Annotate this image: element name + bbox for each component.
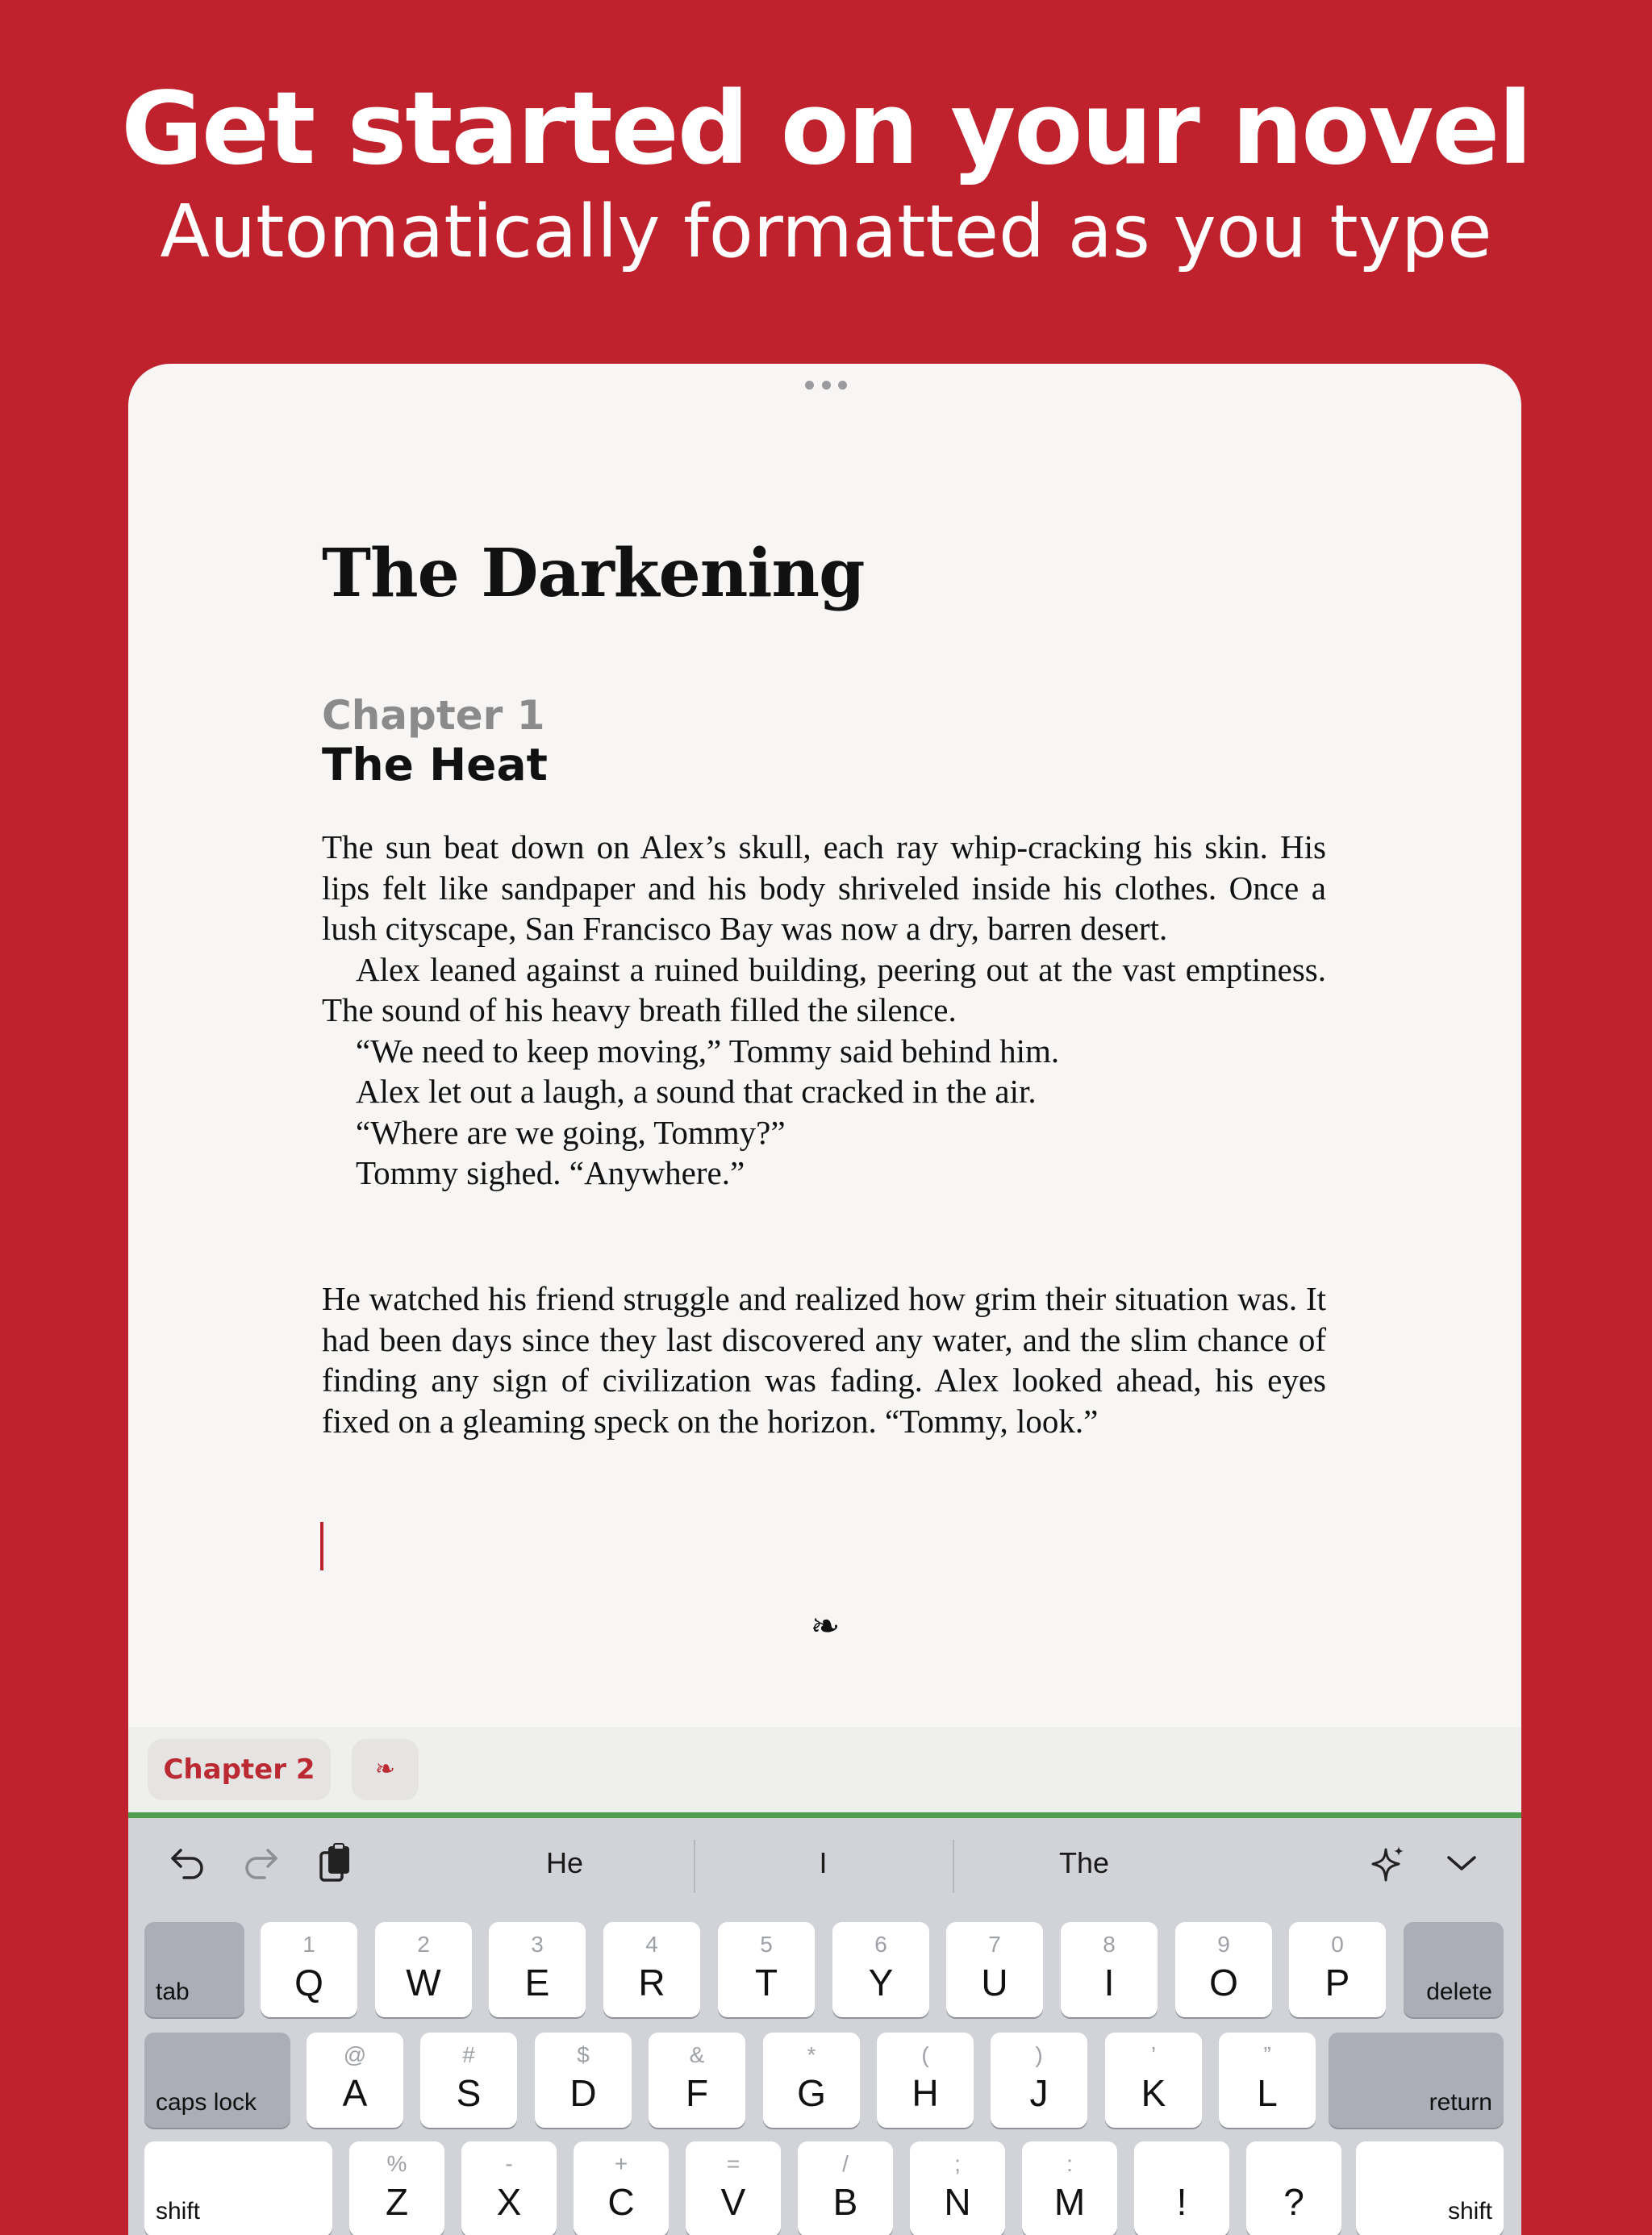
suggestion[interactable]: I (819, 1846, 828, 1879)
key-label: S (456, 2072, 482, 2114)
key-alt-label: $ (577, 2042, 590, 2067)
key-label: H (912, 2072, 939, 2114)
key-l[interactable] (1219, 2033, 1316, 2128)
key-alt-label: 9 (1217, 1932, 1230, 1957)
key-alt-label: 1 (302, 1932, 315, 1957)
right-shift-key[interactable] (1356, 2141, 1504, 2235)
novel-title[interactable]: The Darkening (322, 535, 865, 612)
paragraph: “We need to keep moving,” Tommy said behind him. (356, 1032, 1060, 1070)
key-label: ? (1283, 2181, 1304, 2223)
suggestion[interactable]: He (545, 1846, 584, 1879)
key-label: D (569, 2072, 597, 2114)
key-alt-label: ’ (1150, 2042, 1157, 2067)
key-label: delete (1426, 1979, 1492, 2005)
key-label: Q (294, 1962, 323, 2004)
key-label: A (342, 2072, 368, 2114)
chapter-title[interactable]: The Heat (322, 739, 548, 790)
key-n[interactable] (910, 2141, 1005, 2235)
key-alt-label: 5 (760, 1932, 773, 1957)
paragraph: Tommy sighed. “Anywhere.” (356, 1154, 745, 1191)
key-alt-label: 6 (874, 1932, 887, 1957)
left-shift-key[interactable] (144, 2141, 332, 2235)
add-chapter-button[interactable]: Chapter 2 (148, 1739, 331, 1800)
key-alt-label: 4 (645, 1932, 658, 1957)
key-r[interactable] (603, 1922, 700, 2017)
key-label: R (638, 1962, 665, 2004)
key-y[interactable] (832, 1922, 929, 2017)
add-scene-break-button[interactable]: ❧ (352, 1739, 419, 1800)
key-z[interactable] (349, 2141, 444, 2235)
key-alt-label: : (1066, 2151, 1073, 2176)
key-k[interactable] (1105, 2033, 1202, 2128)
key-f[interactable] (649, 2033, 745, 2128)
key-i[interactable] (1061, 1922, 1158, 2017)
key-alt-label: - (505, 2151, 513, 2176)
return-key[interactable] (1329, 2033, 1504, 2128)
key-label: C (607, 2181, 635, 2223)
key-o[interactable] (1175, 1922, 1272, 2017)
manuscript-text[interactable] (322, 827, 1326, 1194)
key-label: N (944, 2181, 971, 2223)
key-g[interactable] (763, 2033, 860, 2128)
key-w[interactable] (375, 1922, 472, 2017)
redo-icon[interactable] (236, 1818, 286, 1908)
key-alt-label: / (842, 2151, 849, 2176)
paragraph: The sun beat down on Alex’s skull, each ray whip-cracking his skin. His lips felt like sandpaper and his body shriveled inside his clothes. Once a lush cityscape, San Francisco Bay was now a dry, barren desert. (322, 828, 1326, 947)
chevron-down-icon[interactable] (1437, 1818, 1487, 1908)
paragraph: He watched his friend struggle and realized how grim their situation was. It had been days since they last discovered any water, and the slim chance of finding any sign of civilization was fading. Alex looked ahead, his eyes fixed on a gleaming speck on the horizon. “Tommy, look.” (322, 1280, 1326, 1440)
key-alt-label: # (462, 2042, 475, 2067)
key-label: ! (1176, 2181, 1187, 2223)
on-screen-keyboard (128, 1818, 1521, 2235)
key-label: F (685, 2072, 709, 2114)
key-label: tab (156, 1979, 190, 2005)
key-s[interactable] (420, 2033, 517, 2128)
key-alt-label: 0 (1331, 1932, 1344, 1957)
key-alt-label: * (807, 2042, 816, 2067)
manuscript-text[interactable] (322, 1278, 1326, 1441)
key-alt-label: 8 (1103, 1932, 1116, 1957)
clipboard-icon[interactable] (311, 1818, 361, 1908)
key-t[interactable] (718, 1922, 815, 2017)
key-label: E (524, 1962, 550, 2004)
key-v[interactable] (686, 2141, 781, 2235)
progress-line (128, 1812, 1521, 1818)
key-exclamation[interactable] (1134, 2141, 1229, 2235)
key-label: caps lock (156, 2089, 257, 2116)
key-label: L (1257, 2072, 1278, 2114)
key-alt-label: ) (1035, 2042, 1043, 2067)
tab-key[interactable] (144, 1922, 244, 2017)
key-j[interactable] (991, 2033, 1087, 2128)
key-label: T (754, 1962, 778, 2004)
key-label: X (496, 2181, 522, 2223)
suggestion[interactable]: The (1058, 1846, 1110, 1879)
paragraph: Alex leaned against a ruined building, peering out at the vast emptiness. The sound of his heavy breath filled the silence. (322, 950, 1326, 1028)
insert-bar (128, 1727, 1521, 1812)
key-label: G (797, 2072, 826, 2114)
key-e[interactable] (489, 1922, 586, 2017)
window-grabber[interactable] (805, 378, 847, 391)
key-c[interactable] (574, 2141, 669, 2235)
key-alt-label: 2 (417, 1932, 430, 1957)
key-q[interactable] (261, 1922, 357, 2017)
key-label: Z (385, 2181, 409, 2223)
key-alt-label: ( (921, 2042, 929, 2067)
caps-lock-key[interactable] (144, 2033, 290, 2128)
key-label: I (1103, 1962, 1115, 2004)
key-m[interactable] (1022, 2141, 1117, 2235)
key-alt-label: = (726, 2151, 740, 2176)
undo-icon[interactable] (162, 1818, 212, 1908)
key-label: M (1053, 2181, 1086, 2223)
editor-window (128, 364, 1521, 2235)
key-label: return (1429, 2089, 1492, 2116)
sparkle-icon[interactable] (1362, 1818, 1412, 1908)
key-label: U (981, 1962, 1008, 2004)
chapter-number[interactable]: Chapter 1 (322, 692, 545, 739)
key-label: V (720, 2181, 746, 2223)
key-label: shift (156, 2198, 201, 2225)
key-alt-label: @ (343, 2042, 367, 2067)
key-alt-label: 7 (988, 1932, 1001, 1957)
promo-headline: Get started on your novel (121, 71, 1531, 187)
key-alt-label: ” (1263, 2042, 1271, 2067)
key-a[interactable] (307, 2033, 403, 2128)
key-x[interactable] (461, 2141, 557, 2235)
key-alt-label: 3 (531, 1932, 544, 1957)
key-b[interactable] (798, 2141, 893, 2235)
key-label: W (406, 1962, 441, 2004)
key-d[interactable] (535, 2033, 632, 2128)
key-alt-label: + (614, 2151, 628, 2176)
key-label: K (1141, 2072, 1166, 2114)
key-alt-label: ; (954, 2151, 961, 2176)
scene-break-ornament: ❧ (810, 1606, 841, 1647)
promo-subhead: Automatically formatted as you type (160, 190, 1492, 274)
key-label: P (1325, 1962, 1350, 2004)
key-p[interactable] (1289, 1922, 1386, 2017)
key-u[interactable] (946, 1922, 1043, 2017)
key-label: Y (868, 1962, 894, 2004)
key-label: O (1209, 1962, 1238, 2004)
paragraph: “Where are we going, Tommy?” (356, 1113, 786, 1151)
delete-key[interactable] (1404, 1922, 1504, 2017)
key-label: shift (1447, 2198, 1492, 2225)
text-cursor (320, 1522, 323, 1570)
key-alt-label: & (689, 2042, 705, 2067)
key-question[interactable] (1246, 2141, 1341, 2235)
key-label: J (1029, 2072, 1049, 2114)
paragraph: Alex let out a laugh, a sound that cracked in the air. (356, 1073, 1037, 1110)
key-label: B (832, 2181, 858, 2223)
key-h[interactable] (877, 2033, 974, 2128)
key-alt-label: % (386, 2151, 407, 2176)
